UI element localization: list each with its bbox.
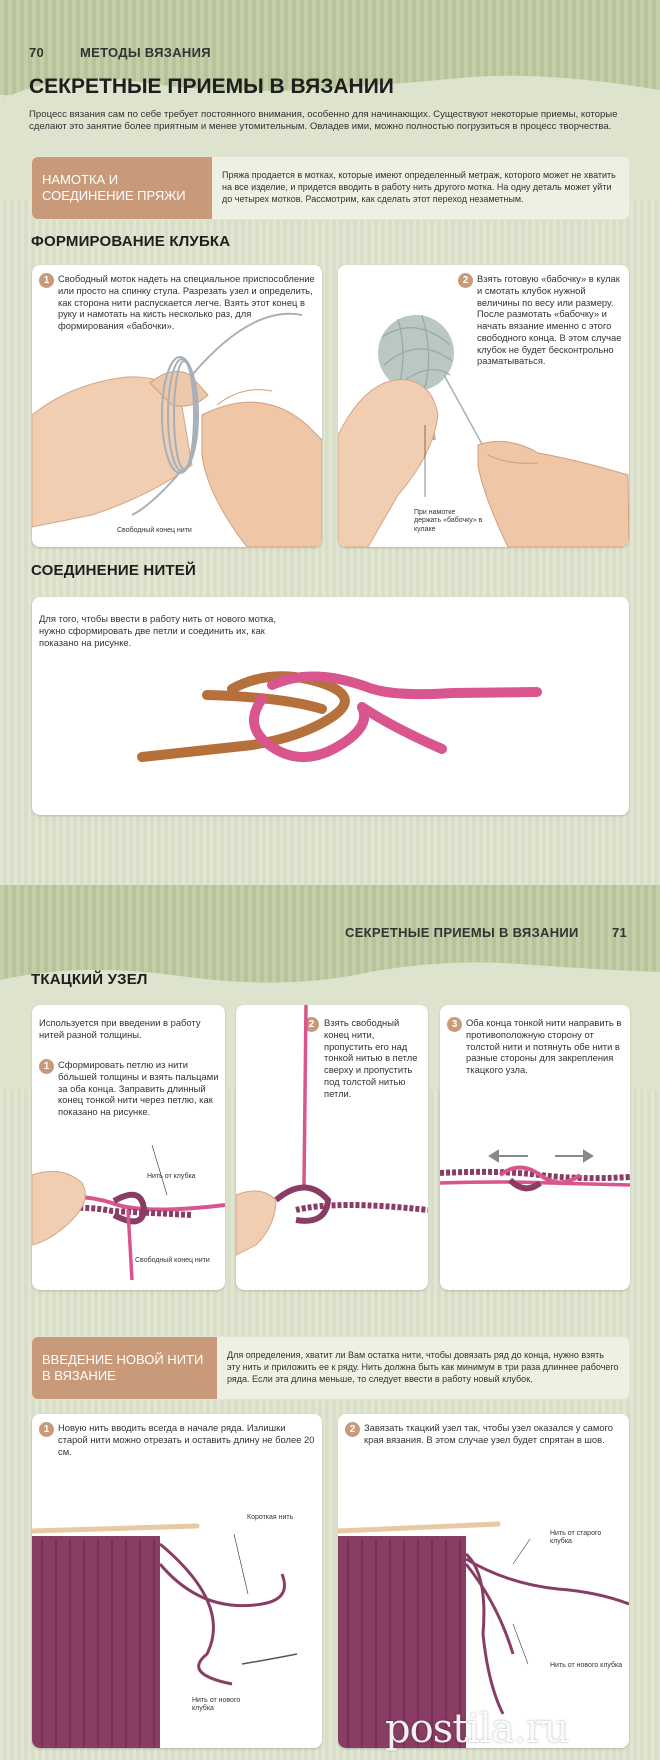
info-box-text: Пряжа продается в мотках, которые имеют определенный метраж, которого может не хватить на все изделие, и придется вводить в работу нить другого мотка. На одну деталь может уйти до четырех мотков. Рассмотрим, как сделать этот переход незаметным. [222,170,616,204]
join-card [32,597,629,815]
weaver-card-3 [440,1005,630,1290]
weaver-step2-illustration [236,1005,428,1290]
caption-old-ball-yarn: Нить от старого клубка [550,1530,602,1546]
step-text: Сформировать петлю из нити бóльшей толщины и взять пальцами за оба конца. Заправить длинный конец тонкой нити через петлю, как показано на рисунке. [58,1059,219,1117]
step-card-ball-1 [32,265,322,547]
weaver-step1-illustration [32,1005,225,1290]
caption-short-yarn: Короткая нить [247,1514,294,1521]
step-card-ball-2 [338,265,629,547]
caption-yarn-from-ball: Нить от клубка [147,1173,196,1180]
caption-new-ball-yarn-2: Нить от нового клубка [550,1662,623,1669]
step-number-badge: 1 [39,1422,54,1437]
weaver-intro: Используется при введении в работу нитей разной толщины. [39,1017,201,1040]
step-number-badge: 2 [458,273,473,288]
new-yarn-step2-illustration [338,1414,629,1748]
page-section-title-2: СЕКРЕТНЫЕ ПРИЕМЫ В ВЯЗАНИИ [345,925,579,940]
knot-illustration [32,597,629,815]
weaver-step3-illustration [440,1005,630,1290]
step-text: Оба конца тонкой нити направить в противоположную сторону от толстой нити и потянуть обе нити в разные стороны для закрепления ткацкого узла. [466,1017,622,1075]
step-number-badge: 3 [447,1017,462,1032]
step-text: Новую нить вводить всегда в начале ряда. Излишки старой нити можно отрезать и оставить длину не более 20 см. [58,1422,315,1457]
step-text: Взять свободный конец нити, пропустить его над тонкой нитью в петле сверху и пропустить под толстой нитью петли. [324,1017,418,1099]
info-box-text: Для определения, хватит ли Вам остатка нити, чтобы довязать ряд до конца, нужно взять эту нить и приложить ее к ряду. Нить должна быть как минимум в три раза длиннее рабочего ряда. Если эта длина меньше, то следует ввести в работу новый клубок. [227,1350,619,1384]
section-heading-weaver: ТКАЦКИЙ УЗЕЛ [31,971,148,988]
join-text: Для того, чтобы ввести в работу нить от нового мотка, нужно сформировать две петли и соединить их, как показано на рисунке. [39,613,277,648]
caption-new-ball-yarn: Нить от нового клубка [192,1697,241,1713]
caption-free-end-2: Свободный конец нити [135,1257,210,1264]
step-text: Завязать ткацкий узел так, чтобы узел оказался у самого края вязания. В этом случае узел будет спрятан в шов. [364,1422,613,1445]
step-number-badge: 1 [39,1059,54,1074]
section-heading-ball: ФОРМИРОВАНИЕ КЛУБКА [31,233,231,250]
caption-free-end: Свободный конец нити [117,527,192,534]
info-box-new-yarn [32,1337,629,1399]
page-number-2: 71 [612,925,628,940]
watermark: postila.ru [385,1706,569,1752]
weaver-card-1 [32,1005,225,1290]
info-box-yarn [32,157,629,219]
info-box-label: ВВЕДЕНИЕ НОВОЙ НИТИ В ВЯЗАНИЕ [32,1337,217,1399]
section-heading-join: СОЕДИНЕНИЕ НИТЕЙ [31,562,196,579]
page-section-title: МЕТОДЫ ВЯЗАНИЯ [80,45,211,60]
step-number-badge: 1 [39,273,54,288]
step-text: Свободный моток надеть на специальное приспособление или просто на спинку стула. Разрезать узел и определить, как сторона нити распускается легче. Взять этот конец в руку и намотать на кисть несколько раз, для формирования «бабочки». [58,273,315,331]
info-box-label: НАМОТКА И СОЕДИНЕНИЕ ПРЯЖИ [32,157,212,219]
page-title: СЕКРЕТНЫЕ ПРИЕМЫ В ВЯЗАНИИ [29,75,394,98]
new-yarn-card-1 [32,1414,322,1748]
step-text: Взять готовую «бабочку» в кулак и смотать клубок нужной величины по весу или размеру. После размотать «бабочку» и начать вязание именно с этого свободного конца. В этом случае клубок не будет бесконтрольно разматываться. [477,273,622,367]
weaver-card-2 [236,1005,428,1290]
intro-text: Процесс вязания сам по себе требует постоянного внимания, особенно для начинающих. Существуют некоторые приемы, которые сделают это занятие более приятным и менее утомительным. Овладев ими, можно полностью погрузиться в процесс творчества. [29,109,618,132]
new-yarn-card-2 [338,1414,629,1748]
caption-hold-butterfly: При намотке держать «бабочку» в кулаке [414,509,483,533]
new-yarn-step1-illustration [32,1414,322,1748]
page-number: 70 [29,45,45,60]
step-number-badge: 2 [345,1422,360,1437]
step-number-badge: 2 [304,1017,319,1032]
